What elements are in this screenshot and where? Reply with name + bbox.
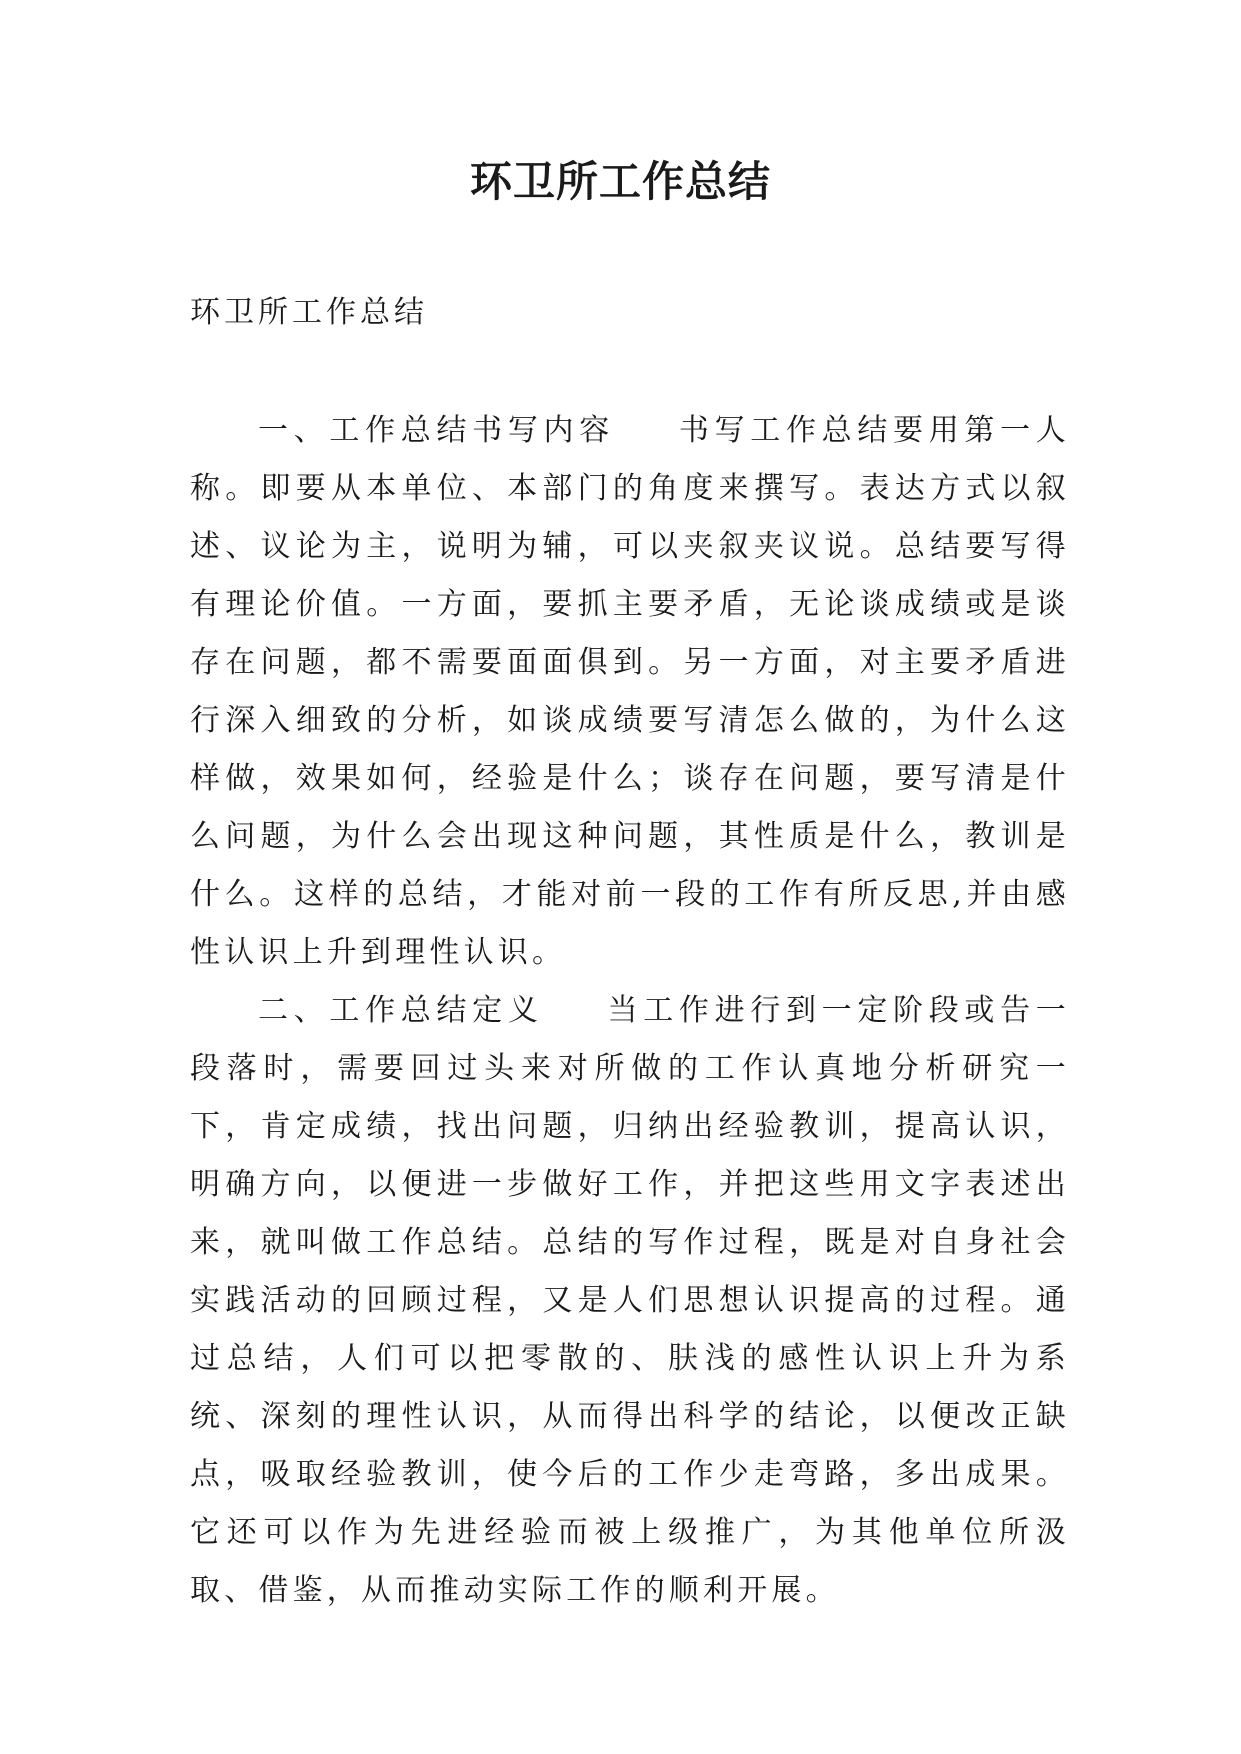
section-text-2: 当工作进行到一定阶段或告一段落时，需要回过头来对所做的工作认真地分析研究一下，肯定成绩，找出问题，归纳出经验教训，提高认识，明确方向，以便进一步做好工作，并把这些用文字表述出来，就叫做工作总结。总结的写作过程，既是对自身社会实践活动的回顾过程，又是人们思想认识提高的过程。通过总结，人们可以把零散的、肤浅的感性认识上升为系统、深刻的理性认识，从而得出科学的结论，以便改正缺点，吸取经验教训，使今后的工作少走弯路，多出成果。它还可以作为先进经验而被上级推广，为其他单位所汲取、借鉴，从而推动实际工作的顺利开展。 xyxy=(190,993,1070,1608)
section-heading-1: 一、工作总结书写内容 xyxy=(258,413,615,448)
document-body xyxy=(190,402,1070,1620)
section-paragraph-1 xyxy=(190,402,1070,982)
document-title: 环卫所工作总结 xyxy=(469,157,771,206)
document-subtitle: 环卫所工作总结 xyxy=(190,295,428,330)
section-heading-2: 二、工作总结定义 xyxy=(258,993,544,1028)
section-paragraph-2 xyxy=(190,982,1070,1620)
section-text-1: 书写工作总结要用第一人称。即要从本单位、本部门的角度来撰写。表达方式以叙述、议论为主，说明为辅，可以夹叙夹议说。总结要写得有理论价值。一方面，要抓主要矛盾，无论谈成绩或是谈存在问题，都不需要面面俱到。另一方面，对主要矛盾进行深入细致的分析，如谈成绩要写清怎么做的，为什么这样做，效果如何，经验是什么；谈存在问题，要写清是什么问题，为什么会出现这种问题，其性质是什么，教训是什么。这样的总结，才能对前一段的工作有所反思,并由感性认识上升到理性认识。 xyxy=(190,413,1071,970)
